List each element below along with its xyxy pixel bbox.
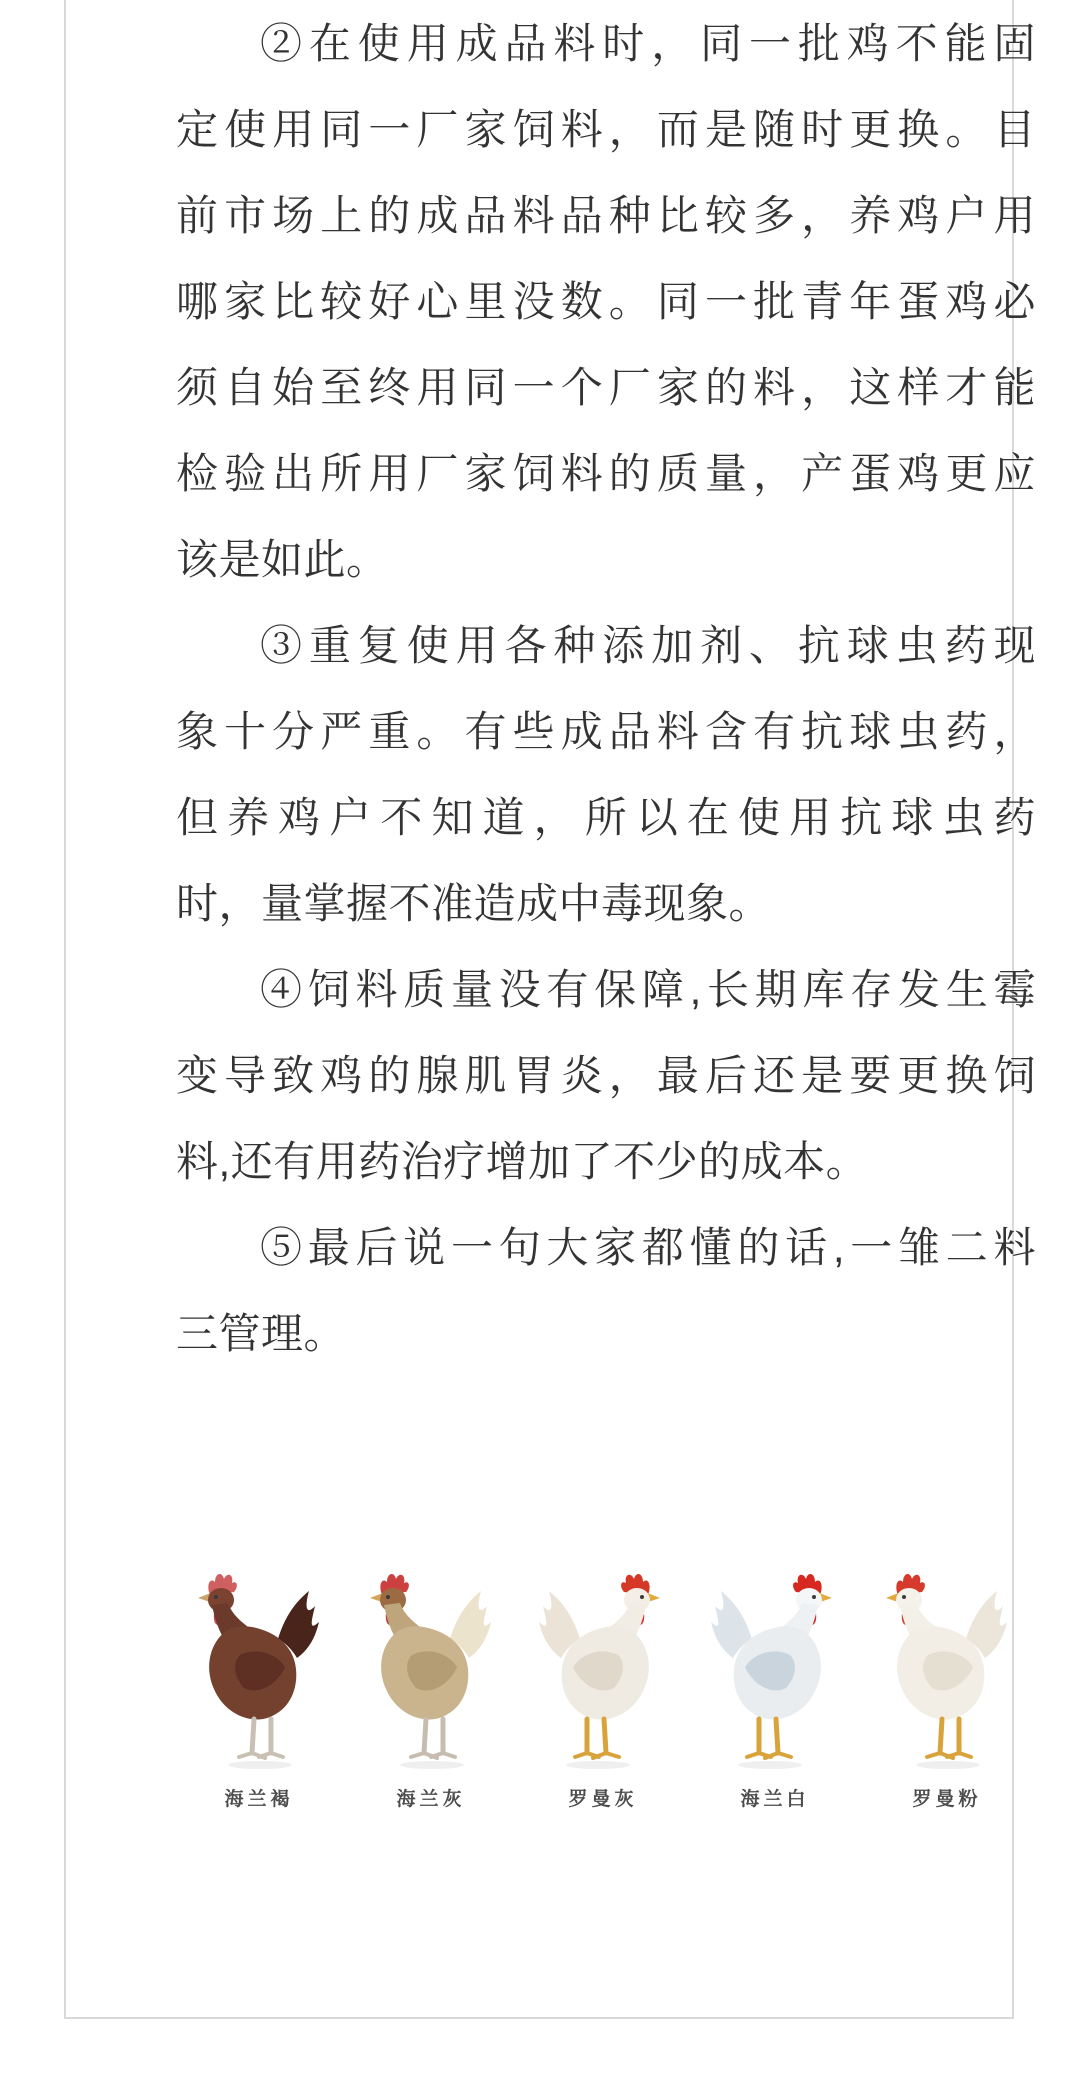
breed-gallery	[171, 1568, 1031, 1811]
breed-label: 海兰灰	[396, 1789, 466, 1810]
article-text	[176, 1, 1036, 1377]
legs	[587, 1719, 606, 1753]
article-card	[64, 0, 1036, 2019]
eye	[902, 1595, 906, 1599]
legs	[759, 1719, 778, 1753]
paragraph	[176, 1, 1036, 603]
paragraph	[176, 1205, 1036, 1377]
text-line: 须自始至终用同一个厂家的料，这样才能	[176, 364, 1036, 411]
text-line: ③重复使用各种添加剂、抗球虫药现	[260, 622, 1036, 669]
text-line: 定使用同一厂家饲料，而是随时更换。目	[176, 106, 1036, 153]
text-line: 该是如此。	[176, 536, 389, 583]
text-line: 变导致鸡的腺肌胃炎，最后还是要更换饲	[176, 1052, 1036, 1099]
text-line: 三管理。	[176, 1310, 347, 1357]
breed-cell	[343, 1568, 515, 1811]
text-line: 哪家比较好心里没数。同一批青年蛋鸡必	[176, 278, 1036, 325]
text-line: 象十分严重。有些成品料含有抗球虫药，	[176, 708, 1036, 755]
legs	[424, 1719, 443, 1753]
text-line: 但养鸡户不知道，所以在使用抗球虫药	[176, 794, 1036, 841]
feet	[575, 1753, 619, 1758]
breed-label: 罗曼灰	[568, 1789, 638, 1810]
text-line: 检验出所用厂家饲料的质量，产蛋鸡更应	[176, 450, 1036, 497]
eye	[640, 1595, 644, 1599]
breed-label: 海兰褐	[224, 1789, 294, 1810]
chicken-illustration	[354, 1568, 504, 1780]
feet	[239, 1753, 283, 1758]
chicken-illustration	[182, 1568, 332, 1780]
text-line: ④饲料质量没有保障,长期库存发生霉	[260, 966, 1036, 1013]
feet	[927, 1753, 971, 1758]
eye	[214, 1595, 218, 1599]
chicken-illustration	[870, 1568, 1020, 1780]
feet	[747, 1753, 791, 1758]
breed-cell	[171, 1568, 343, 1811]
paragraph	[176, 947, 1036, 1205]
eye	[812, 1595, 816, 1599]
text-line: ②在使用成品料时，同一批鸡不能固	[260, 20, 1036, 67]
breed-label: 罗曼粉	[912, 1789, 982, 1810]
paragraph	[176, 603, 1036, 947]
text-line: 时，量掌握不准造成中毒现象。	[176, 880, 772, 927]
legs	[252, 1719, 271, 1753]
breed-cell	[859, 1568, 1031, 1811]
chicken-illustration	[526, 1568, 676, 1780]
text-line: 料,还有用药治疗增加了不少的成本。	[176, 1138, 869, 1185]
breed-label: 海兰白	[740, 1789, 810, 1810]
eye	[386, 1595, 390, 1599]
text-line: ⑤最后说一句大家都懂的话,一雏二料	[260, 1224, 1036, 1271]
text-line: 前市场上的成品料品种比较多，养鸡户用	[176, 192, 1036, 239]
breed-cell	[515, 1568, 687, 1811]
breed-cell	[687, 1568, 859, 1811]
chicken-illustration	[698, 1568, 848, 1780]
feet	[411, 1753, 455, 1758]
legs	[940, 1719, 959, 1753]
